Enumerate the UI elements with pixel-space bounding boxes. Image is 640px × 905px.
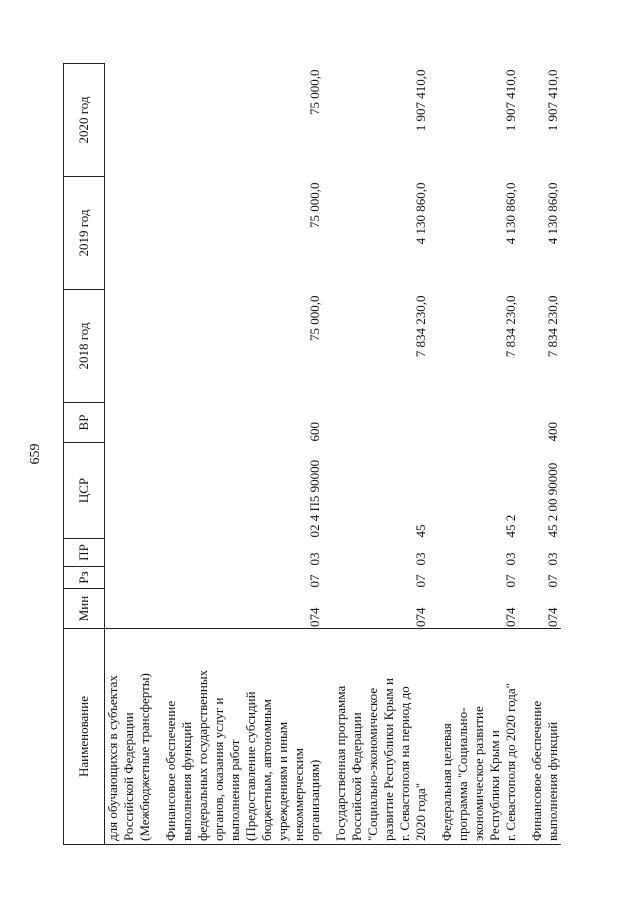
rotated-table-container (63, 64, 611, 845)
cell-vr: 400 (545, 422, 560, 442)
cell-2020: 1 907 410,0 (503, 69, 518, 132)
cell-vr (105, 403, 154, 443)
row-name (153, 629, 323, 845)
cell-2018: 7 834 230,0 (545, 295, 560, 358)
name-line: Российской Федерации (121, 712, 136, 841)
name-line: организациям) (307, 759, 322, 841)
row-name (429, 629, 519, 845)
name-line: некоммерческим (291, 748, 306, 841)
name-line: 2020 года" (413, 782, 428, 841)
name-line: органов, оказания услуг и (211, 697, 226, 841)
cell-pr: 03 (307, 552, 322, 566)
header-rz: Рз (64, 567, 105, 589)
header-csr: ЦСР (64, 443, 105, 539)
name-line: развитие Республики Крым и (381, 678, 396, 841)
cell-rz: 07 (545, 574, 560, 588)
cell-csr: 45 (413, 524, 428, 538)
page-number-text: 659 (28, 443, 43, 465)
name-line: учреждениям и иным (275, 721, 290, 841)
cell-rz: 07 (307, 574, 322, 588)
header-name: Наименование (64, 629, 105, 845)
table-row (429, 64, 519, 845)
cell-vr: 600 (307, 422, 322, 442)
cell-pr (105, 539, 154, 567)
cell-2018: 7 834 230,0 (413, 295, 428, 358)
cell-pr: 03 (545, 552, 560, 566)
header-2020: 2020 год (64, 64, 105, 177)
cell-rz: 07 (503, 574, 518, 588)
cell-2020 (105, 64, 154, 177)
table-header-row (64, 64, 105, 845)
cell-2018: 75 000,0 (307, 295, 322, 341)
cell-2019: 4 130 860,0 (503, 182, 518, 245)
cell-2020: 1 907 410,0 (545, 69, 560, 132)
table-row (105, 64, 154, 845)
cell-min: 074 (503, 607, 518, 627)
header-2019: 2019 год (64, 177, 105, 290)
name-line: бюджетным, автономным (259, 699, 274, 841)
name-line: для обучающихся в субъектах (105, 675, 120, 841)
cell-pr: 03 (503, 552, 518, 566)
cell-2018 (105, 290, 154, 403)
name-line: (Предоставление субсидий (243, 691, 258, 841)
row-name (105, 629, 154, 845)
table-row (153, 64, 323, 845)
name-line: г. Севастополя до 2020 года" (503, 683, 518, 841)
name-line: федеральных государственных (195, 669, 210, 841)
cell-vr (323, 403, 429, 443)
row-name (519, 629, 561, 845)
cell-pr: 03 (413, 552, 428, 566)
name-line: Финансовое обеспечение (163, 700, 178, 841)
cell-2019: 75 000,0 (307, 182, 322, 228)
name-line: "Социально-экономическое (365, 687, 380, 841)
cell-min: 074 (413, 607, 428, 627)
name-line: г. Севастополя на период до (397, 686, 412, 841)
header-pr: ПР (64, 539, 105, 567)
header-2018: 2018 год (64, 290, 105, 403)
name-line: выполнения работ (227, 739, 242, 841)
name-line: программа "Социально- (455, 707, 470, 841)
header-vr: ВР (64, 403, 105, 443)
name-line: выполнения функций (179, 721, 194, 841)
name-line: (Межбюджетные трансферты) (137, 673, 152, 841)
cell-2018: 7 834 230,0 (503, 295, 518, 358)
row-name (323, 629, 429, 845)
name-line: Республики Крым и (487, 730, 502, 841)
cell-2020: 75 000,0 (307, 69, 322, 115)
cell-2019: 4 130 860,0 (413, 182, 428, 245)
cell-2019 (105, 177, 154, 290)
cell-csr: 45 2 00 90000 (545, 462, 560, 538)
cell-min (105, 589, 154, 629)
table-row (323, 64, 429, 845)
name-line: Финансовое обеспечение (529, 700, 544, 841)
cell-2019: 4 130 860,0 (545, 182, 560, 245)
cell-csr: 45 2 (503, 514, 518, 538)
budget-table (63, 63, 561, 845)
name-line: Государственная программа (333, 685, 348, 841)
header-min: Мин (64, 589, 105, 629)
table-row (519, 64, 561, 845)
cell-csr: 02 4 П5 90000 (307, 459, 322, 538)
cell-min: 074 (307, 607, 322, 627)
cell-2020: 1 907 410,0 (413, 69, 428, 132)
cell-vr (429, 403, 519, 443)
cell-min: 074 (545, 607, 560, 627)
cell-rz: 07 (413, 574, 428, 588)
cell-csr (105, 443, 154, 539)
name-line: Федеральная целевая (439, 723, 454, 841)
name-line: Российской Федерации (349, 712, 364, 841)
cell-rz (105, 567, 154, 589)
name-line: экономическое развитие (471, 706, 486, 841)
name-line: выполнения функций (545, 721, 560, 841)
page-number (24, 434, 48, 474)
